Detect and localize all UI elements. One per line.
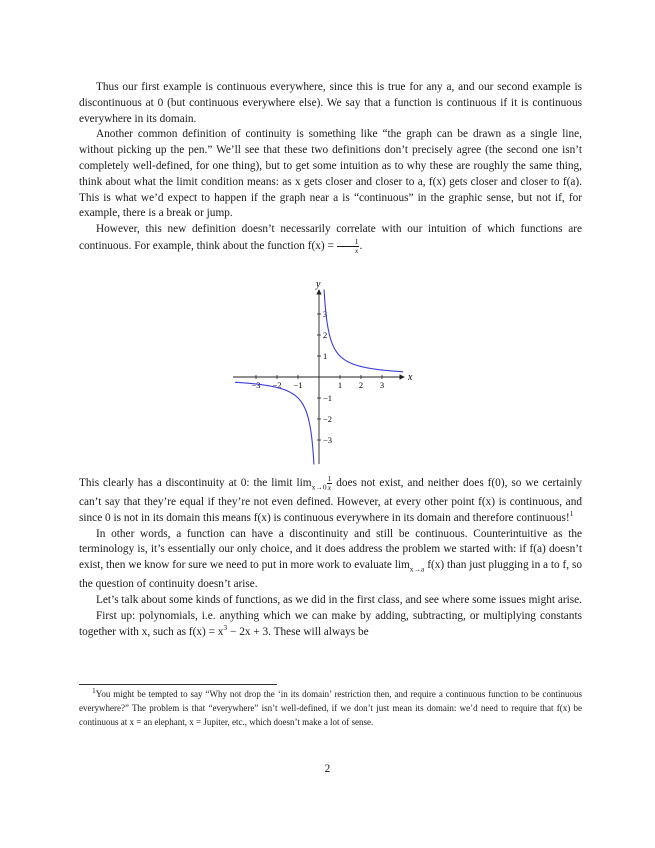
x-tick-label: 3 [379, 380, 385, 390]
paragraph-7 [79, 609, 582, 641]
x-tick-label: −3 [251, 380, 261, 390]
footnote-mark: 1 [92, 686, 96, 695]
exponent: 3 [223, 622, 228, 632]
footnote [79, 688, 582, 729]
limit-subscript: x→0 [311, 482, 327, 492]
fraction-numerator: 1 [327, 474, 332, 483]
y-tick-label: −3 [323, 435, 333, 445]
paragraph-4-text-cont: does not exist, and neither does f(0), so we certainly can’t say that they’re equal if they’re not even defined. However, at every other point f(x) is continuous, and since 0 is not in its domain this means f(x) is continuous everywhere in its domain and therefore continuous! [79, 477, 582, 524]
reciprocal-function-graph [228, 276, 418, 466]
paragraph-3-end: . [359, 239, 363, 252]
curve-negative-branch [235, 382, 314, 464]
page-number: 2 [324, 763, 331, 775]
paragraph-5-text: In other words, a function can have a discontinuity and still be continuous. Counterintuitive as the terminology is, it’s essentially our only choice, and it does address the problem we started with: if f(a) doesn’t exist, then we know for sure we need to put in more work to evaluate lim [79, 527, 582, 572]
fraction-denominator: x [354, 245, 359, 255]
x-tick-label: −1 [293, 380, 303, 390]
body-text-top [79, 80, 582, 255]
y-tick-label: 3 [323, 309, 328, 319]
paragraph-1: Thus our first example is continuous everywhere, since this is true for any a, and our second example is discontinuous at 0 (but continuous everywhere else). We say that a function is continuous if it is continuous everywhere in its domain. [79, 81, 582, 125]
curve-positive-branch [324, 290, 403, 372]
paragraph-7-text: First up: polynomials, i.e. anything which we can make by adding, subtracting, or multiplying constants together with x, such as f(x) = x [79, 609, 582, 638]
y-tick-label: −2 [323, 414, 333, 424]
paragraph-5-text-cont: f(x) than just plugging in a to f, so the question of continuity doesn’t arise. [79, 559, 582, 591]
y-tick-label: 1 [323, 351, 328, 361]
footnote-reference[interactable]: 1 [569, 509, 574, 519]
y-tick-label: 2 [323, 330, 328, 340]
fraction-denominator: x [327, 483, 332, 492]
paragraph-3 [79, 222, 582, 255]
body-text-bottom [79, 475, 582, 640]
footnote-text: You might be tempted to say “Why not drop the ‘in its domain’ restriction then, and require a continuous function to be continuous everywhere?” The problem is that “everywhere” isn’t well-defined, if we don’t just mean its domain: we’d need to require that f(x) be continuous at x = an elephant, x = Jupiter, etc., which doesn’t make a lot of sense. [79, 689, 582, 727]
x-tick-label: −2 [272, 380, 282, 390]
fraction-numerator: 1 [337, 238, 360, 247]
graph-svg [228, 276, 418, 466]
y-tick-label: −1 [323, 393, 333, 403]
paragraph-7-text-cont: − 2x + 3. These will always be [227, 625, 369, 638]
footnote-paragraph [79, 688, 582, 729]
x-axis-label: x [408, 372, 413, 383]
paragraph-3-text: However, this new definition doesn’t necessarily correlate with our intuition of which functions are continuous. For example, think about the function f(x) = [79, 223, 582, 252]
paragraph-5 [79, 527, 582, 593]
limit-subscript: x→a [409, 564, 425, 574]
footnote-divider [79, 684, 277, 685]
x-tick-label: 2 [358, 380, 364, 390]
inline-fraction [337, 236, 363, 255]
paragraph-2: Another common definition of continuity is something like “the graph can be drawn as a single line, without picking up the pen.” We’ll see that these two definitions don’t precisely agree (the second one isn’t completely well-defined, for one thing), but to get some intuition as to why these are roughly the same thing, think about what the limit condition means: as x gets closer and closer to a, f(x) gets closer and closer to f(a). This is what we’d expect to happen if the graph near a is “continuous” in the graphic sense, but not if, for example, there is a break or jump. [79, 128, 582, 220]
paragraph-4 [79, 475, 582, 527]
x-tick-label: 1 [337, 380, 343, 390]
y-axis-label: y [316, 279, 321, 290]
paragraph-6: Let’s talk about some kinds of functions, as we did in the first class, and see where some issues might arise. [96, 594, 582, 607]
paragraph-4-text: This clearly has a discontinuity at 0: the limit lim [79, 477, 312, 489]
